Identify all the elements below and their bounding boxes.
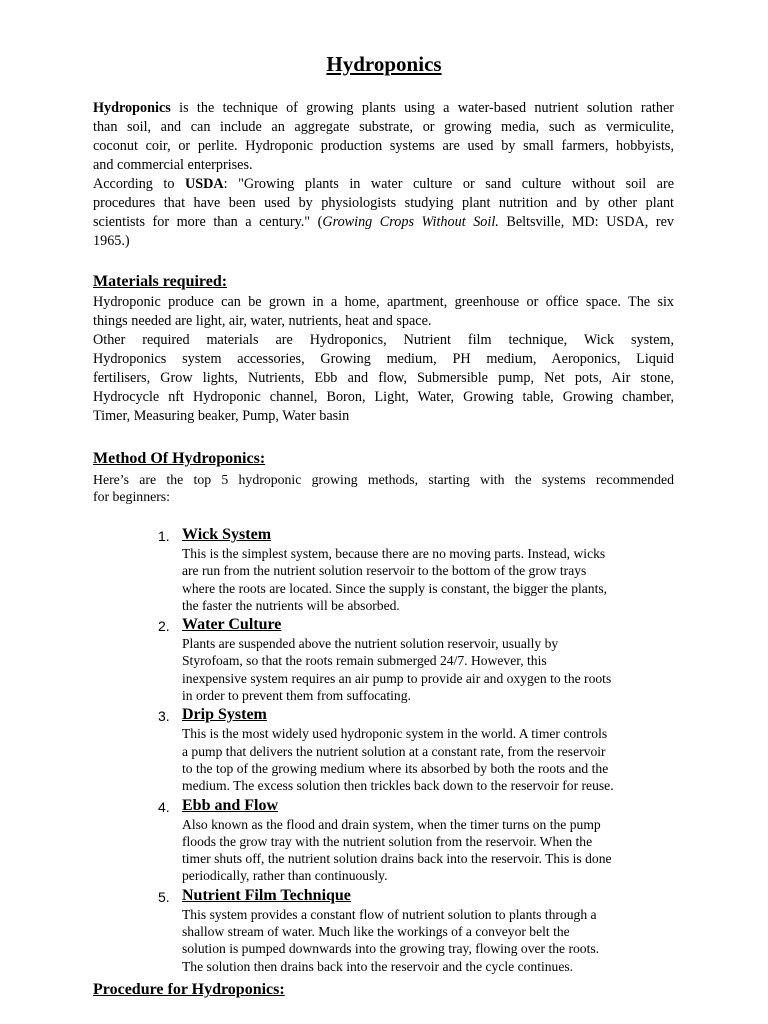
item-title: Water Culture [182, 616, 282, 634]
item-description: This system provides a constant flow of nutrient solution to plants through a shallow stream of water. Much like the workings of a conveyor belt the solution is pumped downwards into the growing tray, flowing over the roots. The solution then drains back into the reservoir and the cycle continues. [182, 906, 600, 974]
usda-line: scientists for more than a century." (Growing Crops Without Soil. Beltsville, MD: USDA, rev [93, 214, 674, 230]
method-heading: Method Of Hydroponics: [93, 450, 266, 467]
item-title: Drip System [182, 706, 267, 724]
item-title: Wick System [182, 526, 272, 543]
materials-line: Hydroponic produce can be grown in a home, apartment, greenhouse or office space. The six [93, 294, 674, 310]
intro-line: coconut coir, or perlite. Hydroponic production systems are used by small farmers, hobbyists, [93, 138, 674, 154]
materials-line: things needed are light, air, water, nutrients, heat and space. [93, 313, 432, 329]
intro-line: and commercial enterprises. [93, 157, 253, 173]
method-item-ebb-flow [150, 796, 680, 885]
materials-line: Timer, Measuring beaker, Pump, Water basin [93, 408, 350, 424]
item-title: Nutrient Film Technique [182, 886, 351, 904]
materials-paragraph [93, 293, 674, 426]
page-title: Hydroponics [326, 52, 442, 76]
item-description: Plants are suspended above the nutrient solution reservoir, usually by Styrofoam, so that the roots remain submerged 24/7. However, this inexpensive system requires an air pump to provide air and oxygen to the roots in order to prevent them from suffocating. [182, 636, 612, 704]
method-intro [93, 471, 674, 505]
intro-paragraph [93, 99, 674, 251]
materials-heading: Materials required: [93, 273, 228, 290]
item-number: 2. [158, 618, 170, 635]
item-description: This is the most widely used hydroponic system in the world. A timer controls a pump that delivers the nutrient solution at a constant rate, from the reservoir to the top of the growing medium where its absorbed by both the roots and the medium. The excess solution then trickles back down to the reservoir for reuse. [182, 726, 614, 794]
method-item-wick [150, 525, 680, 614]
usda-line: procedures that have been used by physiologists studying plant nutrition and by other plant [93, 195, 674, 211]
intro-line: Hydroponics is the technique of growing plants using a water-based nutrient solution rather [93, 100, 674, 116]
usda-line: According to USDA: "Growing plants in water culture or sand culture without soil are [93, 176, 674, 192]
method-item-drip [150, 705, 680, 794]
item-number: 3. [158, 708, 170, 725]
intro-term: Hydroponics [93, 100, 171, 116]
materials-line: Hydrocycle nft Hydroponic channel, Boron, Light, Water, Growing table, Growing chamber, [93, 389, 674, 405]
materials-line: fertilisers, Grow lights, Nutrients, Ebb and flow, Submersible pump, Net pots, Air stone, [93, 370, 674, 386]
method-item-nft [150, 886, 680, 975]
methods-list [150, 525, 680, 976]
item-number: 1. [158, 528, 170, 544]
intro-line: than soil, and can include an aggregate substrate, or growing media, such as vermiculite, [93, 119, 674, 135]
usda-term: USDA [185, 176, 224, 192]
item-description: Also known as the flood and drain system, when the timer turns on the pump floods the grow tray with the nutrient solution from the reservoir. When the timer shuts off, the nutrient solution drains back into the reservoir. This is done periodically, rather than continuously. [182, 816, 612, 884]
item-description: This is the simplest system, because there are no moving parts. Instead, wicks are run from the nutrient solution reservoir to the bottom of the grow trays where the roots are located. Since the supply is constant, the bigger the plants, the faster the nutrients will be absorbed. [182, 546, 608, 613]
materials-line: Hydroponics system accessories, Growing medium, PH medium, Aeroponics, Liquid [93, 351, 674, 367]
usda-citation-title: Growing Crops Without Soil. [322, 214, 499, 230]
usda-line: 1965.) [93, 233, 130, 249]
method-item-water-culture [150, 615, 680, 704]
procedure-heading: Procedure for Hydroponics: [93, 981, 285, 998]
item-number: 4. [158, 798, 170, 815]
item-title: Ebb and Flow [182, 796, 279, 814]
materials-line: Other required materials are Hydroponics, Nutrient film technique, Wick system, [93, 332, 674, 348]
method-intro-line: Here’s are the top 5 hydroponic growing methods, starting with the systems recommended [93, 472, 674, 487]
item-number: 5. [158, 888, 170, 905]
method-intro-line: for beginners: [93, 489, 171, 504]
